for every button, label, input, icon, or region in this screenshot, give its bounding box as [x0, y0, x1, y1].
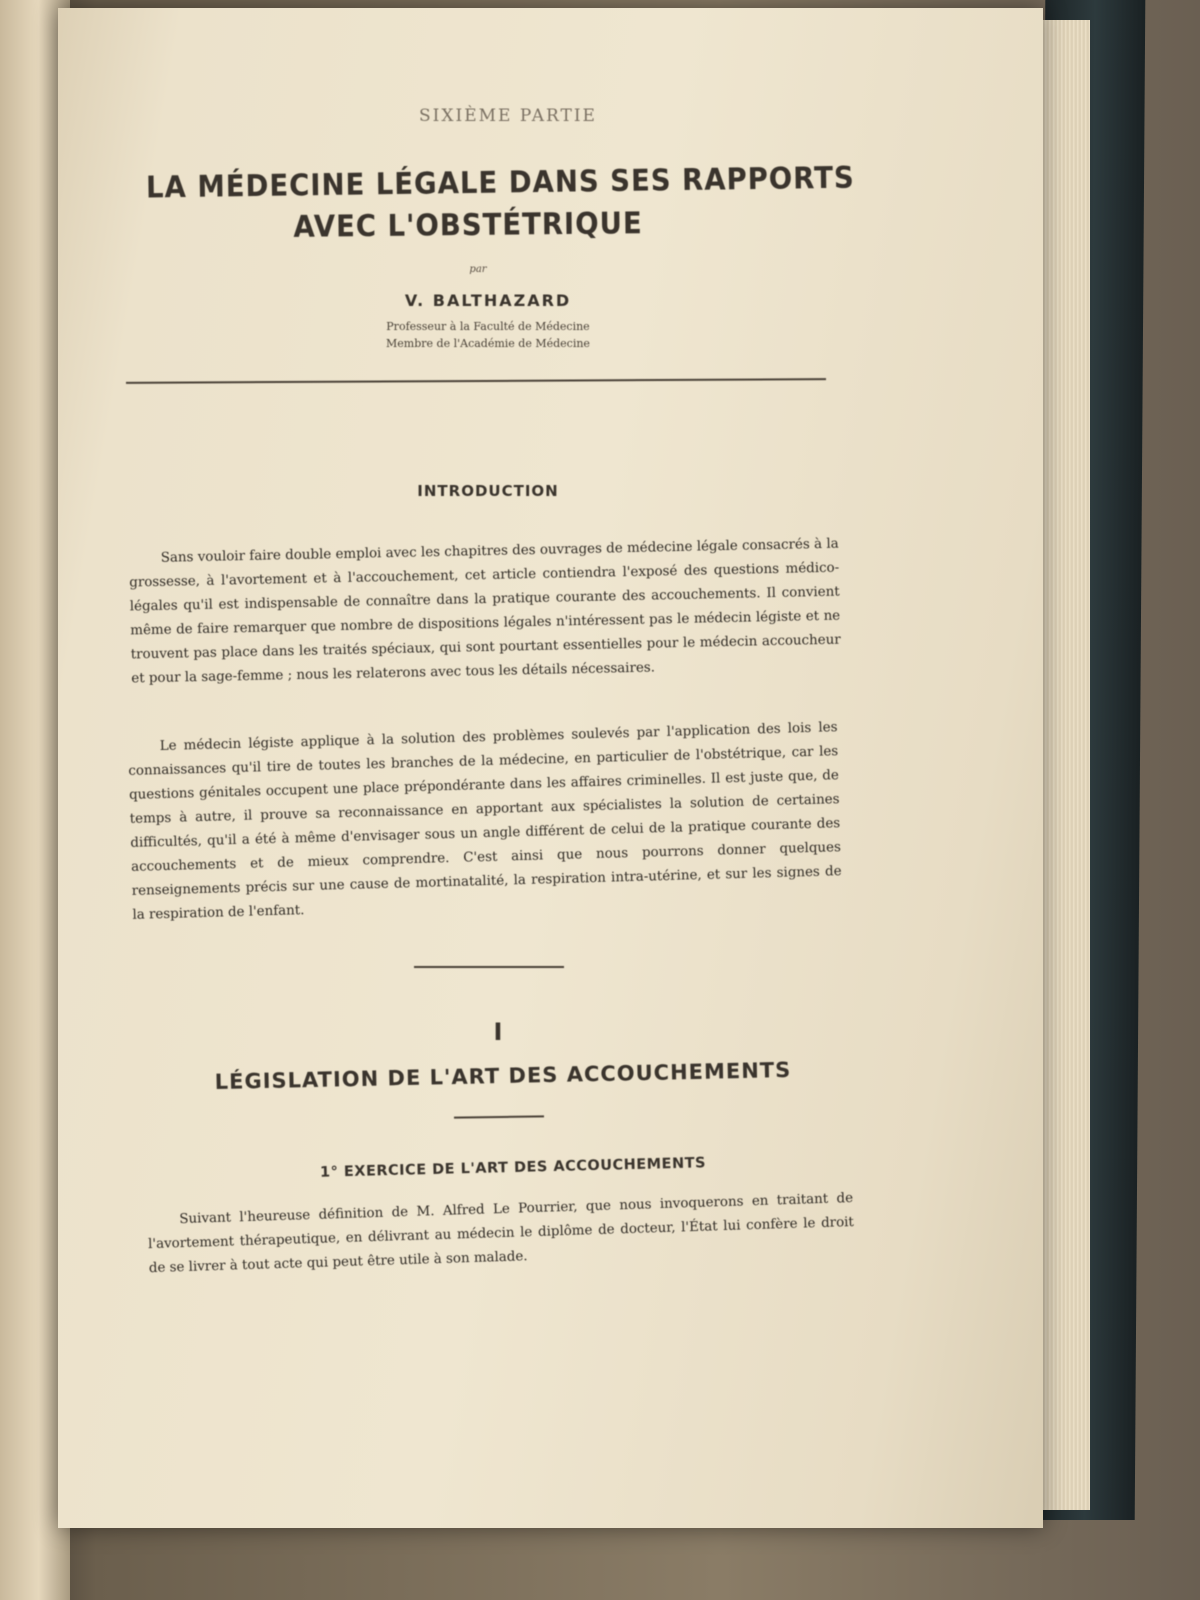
title-line-1: LA MÉDECINE LÉGALE DANS SES RAPPORTS	[145, 160, 855, 206]
introduction-paragraph-1: Sans vouloir faire double emploi avec les chapitres des ouvrages de médecine légale consacrés à la grossesse, à l'avortement et à l'accouchement, cet article contiendra l'exposé des questions médico-légales qu'il est indispensable de connaître dans la pratique courante des accouchements. Il convient même de faire remarquer que nombre de dispositions légales n'intéressent pas le médecin légiste et ne trouvent pas place dans les traités spéciaux, qui sont pourtant essentielles pour le médecin accoucheur et pour la sage-femme ; nous les relaterons avec tous les détails nécessaires.	[129, 536, 841, 687]
chapter-divider	[454, 1115, 544, 1118]
introduction-paragraph-2: Le médecin légiste applique à la solution des problèmes soulevés par l'application des lois les connaissances qu'il tire de toutes les branches de la médecine, en particulier de l'obstétrique, car les questions génitales occupent une place prépondérante dans les affaires criminelles. Il est juste que, de temps à autre, il prouve sa reconnaissance en apportant aux spécialistes la solution de certaines difficultés, qu'il a été à même d'envisager sous un angle différent de celui de la pratique courante des accouchements et de mieux comprendre. C'est ainsi que nous pourrons donner quelques renseignements précis sur une cause de mortinatalité, la respiration intra-utérine, et sur les signes de la respiration de l'enfant.	[128, 720, 842, 923]
author-name: V. BALTHAZARD	[404, 291, 572, 310]
affiliation-line-1: Professeur à la Faculté de Médecine	[386, 320, 590, 333]
chapter-paragraph: Suivant l'heureuse définition de M. Alfred Le Pourrier, que nous invoquerons en traitant de l'avortement thérapeutique, en délivrant au médecin le diplôme de docteur, l'État lui confère le droit de se livrer à tout acte qui peut être utile à son malade.	[147, 1190, 855, 1277]
subsection-heading: 1° EXERCICE DE L'ART DES ACCOUCHEMENTS	[319, 1155, 707, 1181]
page-content	[58, 8, 1043, 1528]
introduction-heading: INTRODUCTION	[417, 482, 559, 500]
header-divider	[126, 378, 826, 384]
chapter-title: LÉGISLATION DE L'ART DES ACCOUCHEMENTS	[214, 1057, 792, 1095]
chapter-number: I	[493, 1018, 503, 1046]
part-label: SIXIÈME PARTIE	[419, 106, 597, 126]
book-page	[58, 8, 1043, 1528]
title-line-2: AVEC L'OBSTÉTRIQUE	[293, 206, 643, 245]
affiliation-line-2: Membre de l'Académie de Médecine	[386, 337, 590, 350]
section-divider	[414, 966, 564, 968]
by-label: par	[469, 264, 487, 275]
